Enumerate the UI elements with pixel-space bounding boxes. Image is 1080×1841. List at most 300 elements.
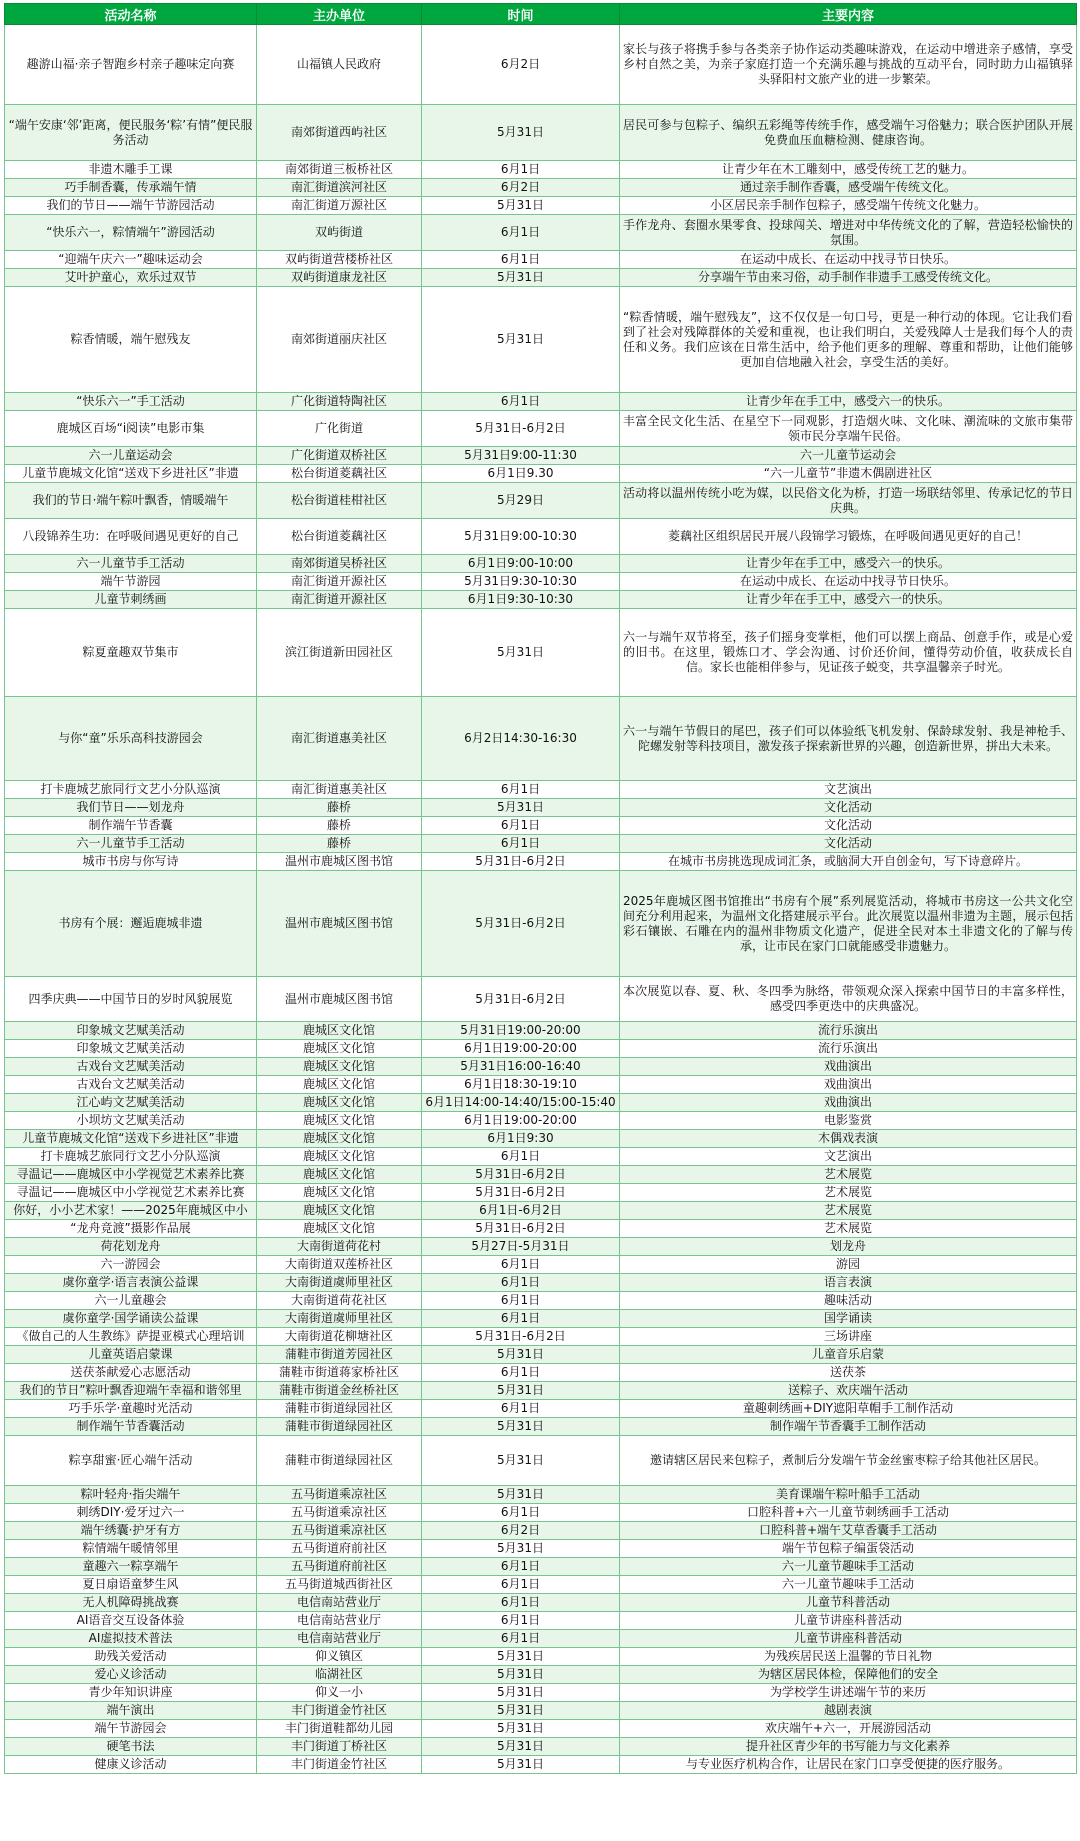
cell-time: 6月1日-6月2日 [422, 1202, 620, 1220]
table-row [5, 609, 1077, 697]
table-row [5, 251, 1077, 269]
cell-time: 6月1日 [422, 781, 620, 799]
cell-activity-name: 《做自己的人生教练》萨提亚模式心理培训 [5, 1328, 257, 1346]
cell-organizer: 鹿城区文化馆 [257, 1184, 422, 1202]
cell-activity-name: 打卡鹿城艺旅同行文艺小分队巡演 [5, 1148, 257, 1166]
table-row [5, 287, 1077, 393]
cell-time: 5月27日-5月31日 [422, 1238, 620, 1256]
cell-main-content: 本次展览以春、夏、秋、冬四季为脉络，带领观众深入探索中国节日的丰富多样性，感受四季更迭中的庆典盛况。 [620, 977, 1077, 1022]
cell-time: 5月31日 [422, 1486, 620, 1504]
table-row [5, 1576, 1077, 1594]
cell-activity-name: 爱心义诊活动 [5, 1666, 257, 1684]
table-row [5, 1022, 1077, 1040]
cell-time: 5月31日-6月2日 [422, 411, 620, 447]
cell-organizer: 南汇街道惠美社区 [257, 697, 422, 781]
table-row [5, 1256, 1077, 1274]
cell-main-content: 为学校学生讲述端午节的来历 [620, 1684, 1077, 1702]
cell-main-content: 小区居民亲手制作包粽子，感受端午传统文化魅力。 [620, 197, 1077, 215]
table-row [5, 781, 1077, 799]
cell-main-content: 通过亲手制作香囊，感受端午传统文化。 [620, 179, 1077, 197]
table-row [5, 197, 1077, 215]
cell-activity-name: “快乐六一，粽情端午”游园活动 [5, 215, 257, 251]
cell-activity-name: 巧手乐学·童趣时光活动 [5, 1400, 257, 1418]
cell-main-content: 在运动中成长、在运动中找寻节日快乐。 [620, 251, 1077, 269]
cell-time: 6月1日 [422, 1630, 620, 1648]
cell-organizer: 南郊街道吴桥社区 [257, 555, 422, 573]
cell-main-content: 为残疾居民送上温馨的节日礼物 [620, 1648, 1077, 1666]
cell-organizer: 广化街道 [257, 411, 422, 447]
cell-main-content: 语言表演 [620, 1274, 1077, 1292]
table-row [5, 1112, 1077, 1130]
cell-activity-name: 你好，小小艺术家！——2025年鹿城区中小 [5, 1202, 257, 1220]
cell-activity-name: 寻温记——鹿城区中小学视觉艺术素养比赛 [5, 1184, 257, 1202]
cell-activity-name: 制作端午节香囊活动 [5, 1418, 257, 1436]
table-row [5, 835, 1077, 853]
cell-time: 6月1日 [422, 1274, 620, 1292]
table-row [5, 1594, 1077, 1612]
table-row [5, 697, 1077, 781]
cell-activity-name: 儿童英语启蒙课 [5, 1346, 257, 1364]
cell-organizer: 丰门街道丁桥社区 [257, 1738, 422, 1756]
cell-time: 6月1日 [422, 215, 620, 251]
cell-time: 6月2日 [422, 179, 620, 197]
cell-main-content: 让青少年在木工雕刻中，感受传统工艺的魅力。 [620, 161, 1077, 179]
table-row [5, 1648, 1077, 1666]
cell-main-content: 美育课端午粽叶船手工活动 [620, 1486, 1077, 1504]
cell-organizer: 五马街道乘凉社区 [257, 1504, 422, 1522]
table-row [5, 1328, 1077, 1346]
cell-organizer: 南郊街道丽庆社区 [257, 287, 422, 393]
table-row [5, 799, 1077, 817]
cell-time: 6月2日 [422, 1522, 620, 1540]
cell-organizer: 蒲鞋市街道绿园社区 [257, 1418, 422, 1436]
table-row [5, 1666, 1077, 1684]
table-row [5, 483, 1077, 519]
cell-main-content: 让青少年在手工中，感受六一的快乐。 [620, 591, 1077, 609]
cell-activity-name: 趣游山福·亲子智跑乡村亲子趣味定向赛 [5, 25, 257, 105]
table-row [5, 179, 1077, 197]
cell-time: 5月31日 [422, 287, 620, 393]
cell-main-content: “六一儿童节”非遗木偶剧进社区 [620, 465, 1077, 483]
table-row [5, 25, 1077, 105]
cell-organizer: 电信南站营业厅 [257, 1630, 422, 1648]
table-row [5, 1310, 1077, 1328]
cell-organizer: 大南街道虞师里社区 [257, 1310, 422, 1328]
table-row [5, 215, 1077, 251]
cell-organizer: 藤桥 [257, 799, 422, 817]
table-row [5, 393, 1077, 411]
cell-activity-name: 四季庆典——中国节日的岁时风貌展览 [5, 977, 257, 1022]
cell-main-content: 流行乐演出 [620, 1040, 1077, 1058]
cell-activity-name: 虞你童学·国学诵读公益课 [5, 1310, 257, 1328]
cell-organizer: 蒲鞋市街道蒋家桥社区 [257, 1364, 422, 1382]
cell-main-content: 手作龙舟、套圈水果零食、投球闯关、增进对中华传统文化的了解，营造轻松愉快的氛围。 [620, 215, 1077, 251]
cell-time: 5月31日 [422, 1720, 620, 1738]
cell-main-content: 口腔科普+端午艾草香囊手工活动 [620, 1522, 1077, 1540]
cell-activity-name: 艾叶护童心，欢乐过双节 [5, 269, 257, 287]
table-row [5, 1540, 1077, 1558]
cell-activity-name: 端午演出 [5, 1702, 257, 1720]
cell-main-content: 六一与端午节假日的尾巴，孩子们可以体验纸飞机发射、保龄球发射、我是神枪手、陀螺发射等科技项目，激发孩子探索新世界的兴趣，创造新世界，拼出大未来。 [620, 697, 1077, 781]
cell-main-content: 在运动中成长、在运动中找寻节日快乐。 [620, 573, 1077, 591]
table-row [5, 1756, 1077, 1774]
cell-organizer: 五马街道乘凉社区 [257, 1522, 422, 1540]
cell-main-content: 端午节包粽子编蛋袋活动 [620, 1540, 1077, 1558]
cell-activity-name: 鹿城区百场“i阅读”电影市集 [5, 411, 257, 447]
cell-activity-name: “迎端午庆六一”趣味运动会 [5, 251, 257, 269]
cell-organizer: 大南街道虞师里社区 [257, 1274, 422, 1292]
cell-main-content: “粽香情暖，端午慰残友”，这不仅仅是一句口号，更是一种行动的体现。它让我们看到了社会对残障群体的关爱和重视，也让我们明白，关爱残障人士是我们每个人的责任和义务。我们应该在日常生活中，给予他们更多的理解、尊重和帮助，让他们能够更加自信地融入社会，享受生活的美好。 [620, 287, 1077, 393]
cell-main-content: 艺术展览 [620, 1166, 1077, 1184]
cell-time: 6月1日 [422, 161, 620, 179]
cell-organizer: 大南街道荷花村 [257, 1238, 422, 1256]
cell-activity-name: “快乐六一”手工活动 [5, 393, 257, 411]
cell-time: 6月1日9:00-10:00 [422, 555, 620, 573]
table-row [5, 1684, 1077, 1702]
cell-activity-name: 刺绣DIY·爱牙过六一 [5, 1504, 257, 1522]
cell-time: 6月1日 [422, 1504, 620, 1522]
cell-organizer: 鹿城区文化馆 [257, 1220, 422, 1238]
cell-time: 6月1日 [422, 251, 620, 269]
cell-time: 5月31日 [422, 1436, 620, 1486]
cell-activity-name: 六一儿童节手工活动 [5, 835, 257, 853]
table-row [5, 465, 1077, 483]
cell-main-content: 艺术展览 [620, 1220, 1077, 1238]
table-row [5, 1202, 1077, 1220]
cell-main-content: 邀请辖区居民来包粽子，煮制后分发端午节金丝蜜枣粽子给其他社区居民。 [620, 1436, 1077, 1486]
cell-organizer: 鹿城区文化馆 [257, 1022, 422, 1040]
cell-activity-name: 粽叶轻舟·指尖端午 [5, 1486, 257, 1504]
cell-main-content: 艺术展览 [620, 1184, 1077, 1202]
cell-time: 5月31日-6月2日 [422, 1166, 620, 1184]
cell-activity-name: “龙舟竞渡”摄影作品展 [5, 1220, 257, 1238]
cell-time: 6月1日19:00-20:00 [422, 1112, 620, 1130]
cell-main-content: 六一儿童节运动会 [620, 447, 1077, 465]
cell-organizer: 温州市鹿城区图书馆 [257, 871, 422, 977]
cell-main-content: 文化活动 [620, 835, 1077, 853]
cell-time: 5月29日 [422, 483, 620, 519]
table-row [5, 519, 1077, 555]
cell-time: 6月1日 [422, 1310, 620, 1328]
table-row [5, 871, 1077, 977]
cell-activity-name: 夏日扇语童梦生风 [5, 1576, 257, 1594]
table-row [5, 1630, 1077, 1648]
cell-activity-name: 端午节游园 [5, 573, 257, 591]
cell-organizer: 南郊街道三板桥社区 [257, 161, 422, 179]
cell-organizer: 滨江街道新田园社区 [257, 609, 422, 697]
table-row [5, 1436, 1077, 1486]
table-row [5, 817, 1077, 835]
cell-main-content: 艺术展览 [620, 1202, 1077, 1220]
cell-time: 5月31日19:00-20:00 [422, 1022, 620, 1040]
cell-time: 5月31日-6月2日 [422, 1184, 620, 1202]
cell-activity-name: 硬笔书法 [5, 1738, 257, 1756]
table-row [5, 1166, 1077, 1184]
table-row [5, 1274, 1077, 1292]
cell-time: 6月1日 [422, 1576, 620, 1594]
cell-main-content: 木偶戏表演 [620, 1130, 1077, 1148]
cell-main-content: 六一儿童节趣味手工活动 [620, 1576, 1077, 1594]
cell-activity-name: 我们的节日·端午粽叶飘香，情暖端午 [5, 483, 257, 519]
cell-time: 6月1日 [422, 1364, 620, 1382]
cell-activity-name: 制作端午节香囊 [5, 817, 257, 835]
table-row [5, 1094, 1077, 1112]
cell-activity-name: 古戏台文艺赋美活动 [5, 1058, 257, 1076]
table-body [5, 25, 1077, 1774]
cell-activity-name: 无人机障碍挑战赛 [5, 1594, 257, 1612]
table-row [5, 1058, 1077, 1076]
cell-activity-name: 我们的节日——端午节游园活动 [5, 197, 257, 215]
cell-time: 5月31日-6月2日 [422, 871, 620, 977]
cell-organizer: 南汇街道惠美社区 [257, 781, 422, 799]
cell-time: 6月1日19:00-20:00 [422, 1040, 620, 1058]
table-row [5, 1738, 1077, 1756]
cell-main-content: 越剧表演 [620, 1702, 1077, 1720]
cell-organizer: 五马街道府前社区 [257, 1558, 422, 1576]
cell-organizer: 五马街道府前社区 [257, 1540, 422, 1558]
cell-organizer: 电信南站营业厅 [257, 1612, 422, 1630]
cell-main-content: 六一儿童节趣味手工活动 [620, 1558, 1077, 1576]
cell-main-content: 2025年鹿城区图书馆推出“书房有个展”系列展览活动，将城市书房这一公共文化空间充分利用起来，为温州文化搭建展示平台。此次展览以温州非遗为主题，展示包括彩石镶嵌、石雕在内的温州非物质文化遗产，促进全民对本土非遗文化的了解与传承，让市民在家门口就能感受非遗魅力。 [620, 871, 1077, 977]
table-row [5, 1364, 1077, 1382]
cell-time: 5月31日 [422, 269, 620, 287]
cell-activity-name: 六一游园会 [5, 1256, 257, 1274]
cell-main-content: 儿童音乐启蒙 [620, 1346, 1077, 1364]
table-row [5, 1130, 1077, 1148]
cell-time: 5月31日 [422, 1382, 620, 1400]
cell-time: 6月1日 [422, 1256, 620, 1274]
cell-time: 5月31日 [422, 609, 620, 697]
cell-time: 5月31日9:00-10:30 [422, 519, 620, 555]
cell-organizer: 大南街道花柳塘社区 [257, 1328, 422, 1346]
cell-organizer: 南郊街道西屿社区 [257, 105, 422, 161]
cell-main-content: 活动将以温州传统小吃为媒，以民俗文化为桥，打造一场联结邻里、传承记忆的节日庆典。 [620, 483, 1077, 519]
cell-time: 6月1日 [422, 1612, 620, 1630]
cell-main-content: 流行乐演出 [620, 1022, 1077, 1040]
table-row [5, 1346, 1077, 1364]
cell-time: 6月1日 [422, 1292, 620, 1310]
cell-organizer: 双屿街道 [257, 215, 422, 251]
cell-organizer: 鹿城区文化馆 [257, 1058, 422, 1076]
cell-main-content: 菱藕社区组织居民开展八段锦学习锻炼，在呼吸间遇见更好的自己！ [620, 519, 1077, 555]
table-row [5, 977, 1077, 1022]
cell-main-content: 口腔科普+六一儿童节刺绣画手工活动 [620, 1504, 1077, 1522]
cell-activity-name: 粽享甜蜜·匠心端午活动 [5, 1436, 257, 1486]
cell-organizer: 蒲鞋市街道绿园社区 [257, 1436, 422, 1486]
cell-time: 5月31日 [422, 1540, 620, 1558]
cell-activity-name: 小坝坊文艺赋美活动 [5, 1112, 257, 1130]
cell-organizer: 蒲鞋市街道绿园社区 [257, 1400, 422, 1418]
table-row [5, 1040, 1077, 1058]
cell-organizer: 仰义镇区 [257, 1648, 422, 1666]
cell-organizer: 鹿城区文化馆 [257, 1112, 422, 1130]
cell-activity-name: 六一儿童运动会 [5, 447, 257, 465]
cell-main-content: 与专业医疗机构合作，让居民在家门口享受便捷的医疗服务。 [620, 1756, 1077, 1774]
cell-organizer: 鹿城区文化馆 [257, 1148, 422, 1166]
cell-activity-name: 儿童节鹿城文化馆“送戏下乡进社区”非遗 [5, 465, 257, 483]
table-row [5, 1292, 1077, 1310]
cell-main-content: 儿童节讲座科普活动 [620, 1612, 1077, 1630]
cell-main-content: 文化活动 [620, 799, 1077, 817]
cell-main-content: 在城市书房挑选现成词汇条，或脑洞大开自创金句，写下诗意碎片。 [620, 853, 1077, 871]
table-row [5, 1220, 1077, 1238]
table-row [5, 555, 1077, 573]
cell-time: 5月31日 [422, 1666, 620, 1684]
header-activity-name: 活动名称 [5, 4, 257, 25]
cell-organizer: 松台街道桂柑社区 [257, 483, 422, 519]
cell-organizer: 丰门街道金竹社区 [257, 1702, 422, 1720]
table-row [5, 1720, 1077, 1738]
cell-main-content: 送茯茶 [620, 1364, 1077, 1382]
table-row [5, 1486, 1077, 1504]
cell-organizer: 鹿城区文化馆 [257, 1040, 422, 1058]
cell-time: 5月31日-6月2日 [422, 1220, 620, 1238]
activity-table [4, 3, 1077, 1774]
cell-organizer: 五马街道城西街社区 [257, 1576, 422, 1594]
cell-time: 5月31日 [422, 1346, 620, 1364]
cell-organizer: 藤桥 [257, 835, 422, 853]
header-organizer: 主办单位 [257, 4, 422, 25]
table-row [5, 411, 1077, 447]
cell-activity-name: 童趣六一粽享端午 [5, 1558, 257, 1576]
cell-activity-name: 六一儿童趣会 [5, 1292, 257, 1310]
cell-main-content: 国学诵读 [620, 1310, 1077, 1328]
table-row [5, 573, 1077, 591]
cell-activity-name: 巧手制香囊，传承端午情 [5, 179, 257, 197]
header-main-content: 主要内容 [620, 4, 1077, 25]
table-row [5, 1612, 1077, 1630]
cell-time: 6月1日18:30-19:10 [422, 1076, 620, 1094]
cell-activity-name: AI虚拟技术普法 [5, 1630, 257, 1648]
cell-activity-name: 印象城文艺赋美活动 [5, 1040, 257, 1058]
cell-activity-name: 荷花划龙舟 [5, 1238, 257, 1256]
cell-organizer: 鹿城区文化馆 [257, 1094, 422, 1112]
cell-time: 6月2日 [422, 25, 620, 105]
cell-time: 5月31日 [422, 1648, 620, 1666]
cell-main-content: 家长与孩子将携手参与各类亲子协作运动类趣味游戏，在运动中增进亲子感情，享受乡村自然之美，为亲子家庭打造一个充满乐趣与挑战的互动平台，同时助力山福镇驿头驿阳村文旅产业的进一步繁荣。 [620, 25, 1077, 105]
cell-activity-name: 与你“童”乐乐高科技游园会 [5, 697, 257, 781]
cell-time: 6月1日9.30 [422, 465, 620, 483]
cell-time: 5月31日 [422, 799, 620, 817]
cell-main-content: 童趣刺绣画+DIY遮阳草帽手工制作活动 [620, 1400, 1077, 1418]
cell-activity-name: 粽情端午暖情邻里 [5, 1540, 257, 1558]
cell-time: 5月31日-6月2日 [422, 1328, 620, 1346]
cell-main-content: 三场讲座 [620, 1328, 1077, 1346]
cell-organizer: 蒲鞋市街道金丝桥社区 [257, 1382, 422, 1400]
table-row [5, 1400, 1077, 1418]
cell-main-content: 丰富全民文化生活、在星空下一同观影，打造烟火味、文化味、潮流味的文旅市集带领市民分享端午民俗。 [620, 411, 1077, 447]
cell-time: 5月31日 [422, 1738, 620, 1756]
cell-main-content: 戏曲演出 [620, 1094, 1077, 1112]
table-row [5, 1522, 1077, 1540]
cell-time: 6月1日9:30-10:30 [422, 591, 620, 609]
cell-activity-name: 健康义诊活动 [5, 1756, 257, 1774]
cell-organizer: 大南街道双莲桥社区 [257, 1256, 422, 1274]
cell-main-content: 儿童节科普活动 [620, 1594, 1077, 1612]
table-row [5, 161, 1077, 179]
cell-activity-name: AI语音交互设备体验 [5, 1612, 257, 1630]
table-header [5, 4, 1077, 25]
cell-time: 6月1日 [422, 1400, 620, 1418]
cell-time: 5月31日-6月2日 [422, 853, 620, 871]
cell-activity-name: 六一儿童节手工活动 [5, 555, 257, 573]
cell-time: 5月31日 [422, 197, 620, 215]
cell-organizer: 南汇街道万源社区 [257, 197, 422, 215]
cell-activity-name: 江心屿文艺赋美活动 [5, 1094, 257, 1112]
cell-main-content: 电影鉴赏 [620, 1112, 1077, 1130]
cell-organizer: 双屿街道康龙社区 [257, 269, 422, 287]
table-row [5, 105, 1077, 161]
cell-main-content: 文艺演出 [620, 781, 1077, 799]
cell-main-content: 文化活动 [620, 817, 1077, 835]
cell-activity-name: 八段锦养生功：在呼吸间遇见更好的自己 [5, 519, 257, 555]
cell-organizer: 温州市鹿城区图书馆 [257, 977, 422, 1022]
cell-time: 5月31日16:00-16:40 [422, 1058, 620, 1076]
cell-activity-name: 打卡鹿城艺旅同行文艺小分队巡演 [5, 781, 257, 799]
header-time: 时间 [422, 4, 620, 25]
table-row [5, 1382, 1077, 1400]
cell-time: 5月31日9:30-10:30 [422, 573, 620, 591]
header-row [5, 4, 1077, 25]
cell-activity-name: 书房有个展：邂逅鹿城非遗 [5, 871, 257, 977]
table-row [5, 1418, 1077, 1436]
cell-main-content: 戏曲演出 [620, 1076, 1077, 1094]
cell-activity-name: 粽夏童趣双节集市 [5, 609, 257, 697]
cell-main-content: 六一与端午双节将至，孩子们摇身变掌柜，他们可以摆上商品、创意手作，或是心爱的旧书。在这里，锻炼口才、学会沟通、讨价还价间，懂得劳动价值，收获成长自信。家长也能相伴参与，见证孩子蜕变，共享温馨亲子时光。 [620, 609, 1077, 697]
cell-time: 6月1日 [422, 817, 620, 835]
cell-time: 6月1日9:30 [422, 1130, 620, 1148]
table-row [5, 1238, 1077, 1256]
cell-time: 5月31日 [422, 1418, 620, 1436]
cell-main-content: 让青少年在手工中，感受六一的快乐。 [620, 393, 1077, 411]
cell-activity-name: 助残关爱活动 [5, 1648, 257, 1666]
cell-organizer: 广化街道双桥社区 [257, 447, 422, 465]
table-row [5, 1558, 1077, 1576]
cell-activity-name: 粽香情暖，端午慰残友 [5, 287, 257, 393]
cell-activity-name: “端午安康‘邻’距离，便民服务‘粽’有情”便民服务活动 [5, 105, 257, 161]
cell-activity-name: 城市书房与你写诗 [5, 853, 257, 871]
cell-activity-name: 送茯茶献爱心志愿活动 [5, 1364, 257, 1382]
cell-time: 6月2日14:30-16:30 [422, 697, 620, 781]
table-row [5, 853, 1077, 871]
cell-main-content: 趣味活动 [620, 1292, 1077, 1310]
cell-organizer: 双屿街道营楼桥社区 [257, 251, 422, 269]
cell-activity-name: 我们的节日”粽叶飘香迎端午幸福和谐邻里 [5, 1382, 257, 1400]
cell-time: 6月1日14:00-14:40/15:00-15:40 [422, 1094, 620, 1112]
cell-time: 6月1日 [422, 1594, 620, 1612]
cell-main-content: 分享端午节由来习俗，动手制作非遗手工感受传统文化。 [620, 269, 1077, 287]
cell-main-content: 让青少年在手工中，感受六一的快乐。 [620, 555, 1077, 573]
cell-activity-name: 我们节日——划龙舟 [5, 799, 257, 817]
table-row [5, 1702, 1077, 1720]
table-row [5, 269, 1077, 287]
cell-organizer: 丰门街道鞋都幼儿园 [257, 1720, 422, 1738]
cell-organizer: 丰门街道金竹社区 [257, 1756, 422, 1774]
cell-main-content: 文艺演出 [620, 1148, 1077, 1166]
cell-time: 5月31日 [422, 1684, 620, 1702]
cell-organizer: 松台街道菱藕社区 [257, 465, 422, 483]
cell-organizer: 大南街道荷花社区 [257, 1292, 422, 1310]
cell-time: 5月31日 [422, 1756, 620, 1774]
cell-organizer: 鹿城区文化馆 [257, 1166, 422, 1184]
cell-time: 6月1日 [422, 835, 620, 853]
cell-activity-name: 非遗木雕手工课 [5, 161, 257, 179]
cell-main-content: 提升社区青少年的书写能力与文化素养 [620, 1738, 1077, 1756]
table-row [5, 447, 1077, 465]
cell-activity-name: 端午绣囊·护牙有方 [5, 1522, 257, 1540]
table-row [5, 1148, 1077, 1166]
table-row [5, 1504, 1077, 1522]
